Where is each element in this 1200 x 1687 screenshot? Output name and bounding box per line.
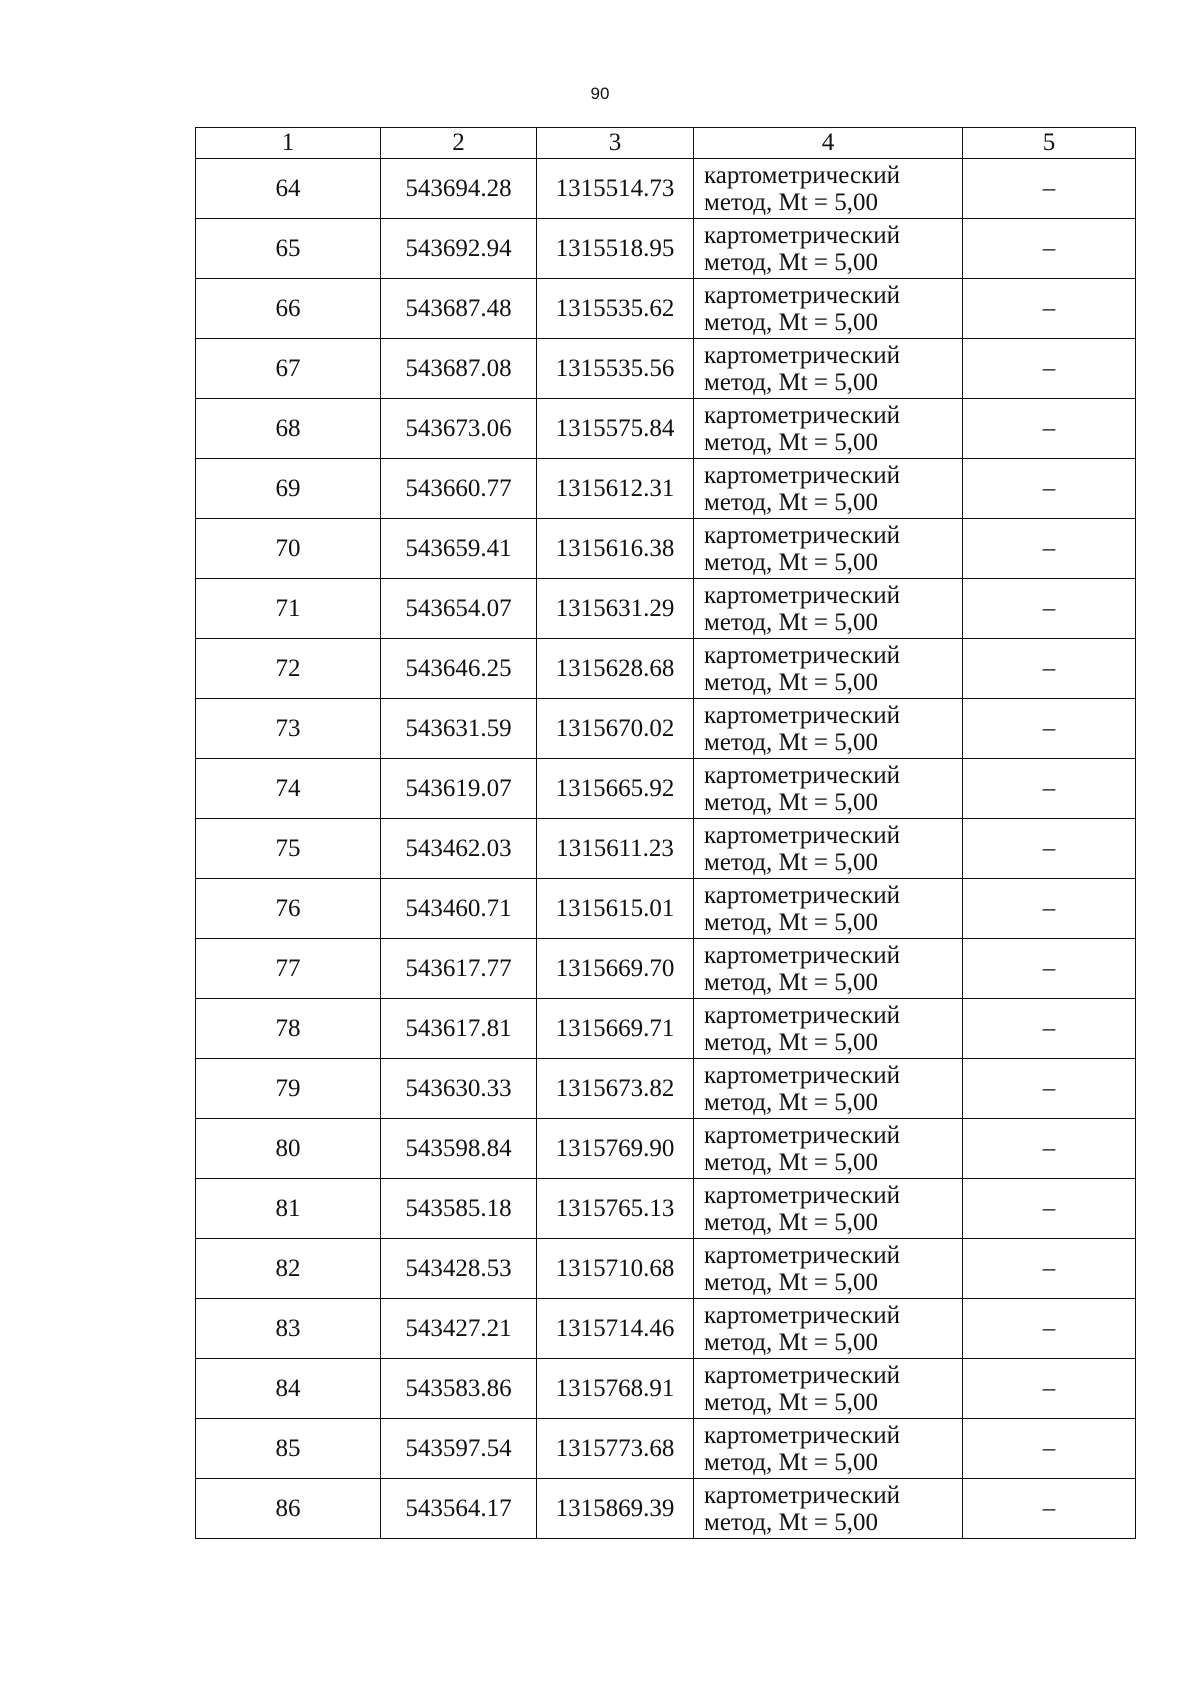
note-cell: – — [963, 939, 1136, 999]
method-line-1: картометрический — [704, 1361, 900, 1389]
table-row — [196, 1479, 1136, 1539]
method-line-2: метод, Mt = 5,00 — [704, 1028, 879, 1056]
point-number-cell: 75 — [196, 819, 381, 879]
method-line-2: метод, Mt = 5,00 — [704, 1388, 879, 1416]
y-coordinate-cell: 1315869.39 — [537, 1479, 694, 1539]
method-line-1: картометрический — [704, 521, 900, 549]
note-cell: – — [963, 159, 1136, 219]
header-col-2: 2 — [381, 128, 537, 159]
method-line-1: картометрический — [704, 401, 900, 429]
table-row — [196, 579, 1136, 639]
method-line-2: метод, Mt = 5,00 — [704, 548, 879, 576]
point-number-cell: 86 — [196, 1479, 381, 1539]
table-row — [196, 219, 1136, 279]
x-coordinate-cell: 543694.28 — [381, 159, 537, 219]
x-coordinate-cell: 543654.07 — [381, 579, 537, 639]
method-line-1: картометрический — [704, 1241, 900, 1269]
method-line-1: картометрический — [704, 581, 900, 609]
method-line-2: метод, Mt = 5,00 — [704, 668, 879, 696]
method-cell — [694, 1119, 963, 1179]
method-line-2: метод, Mt = 5,00 — [704, 728, 879, 756]
method-line-1: картометрический — [704, 281, 900, 309]
table-row — [196, 279, 1136, 339]
method-line-1: картометрический — [704, 821, 900, 849]
note-cell: – — [963, 339, 1136, 399]
point-number-cell: 68 — [196, 399, 381, 459]
table-row — [196, 459, 1136, 519]
method-line-2: метод, Mt = 5,00 — [704, 248, 879, 276]
note-cell: – — [963, 1239, 1136, 1299]
point-number-cell: 83 — [196, 1299, 381, 1359]
point-number-cell: 70 — [196, 519, 381, 579]
method-cell — [694, 819, 963, 879]
method-line-1: картометрический — [704, 1421, 900, 1449]
note-cell: – — [963, 1119, 1136, 1179]
method-line-1: картометрический — [704, 461, 900, 489]
x-coordinate-cell: 543673.06 — [381, 399, 537, 459]
method-cell — [694, 699, 963, 759]
y-coordinate-cell: 1315710.68 — [537, 1239, 694, 1299]
point-number-cell: 78 — [196, 999, 381, 1059]
x-coordinate-cell: 543428.53 — [381, 1239, 537, 1299]
x-coordinate-cell: 543583.86 — [381, 1359, 537, 1419]
point-number-cell: 81 — [196, 1179, 381, 1239]
header-row — [196, 128, 1136, 159]
method-cell — [694, 159, 963, 219]
y-coordinate-cell: 1315535.62 — [537, 279, 694, 339]
table-row — [196, 519, 1136, 579]
method-cell — [694, 1239, 963, 1299]
point-number-cell: 77 — [196, 939, 381, 999]
x-coordinate-cell: 543630.33 — [381, 1059, 537, 1119]
table-row — [196, 399, 1136, 459]
y-coordinate-cell: 1315631.29 — [537, 579, 694, 639]
method-cell — [694, 1299, 963, 1359]
x-coordinate-cell: 543659.41 — [381, 519, 537, 579]
method-line-1: картометрический — [704, 641, 900, 669]
x-coordinate-cell: 543692.94 — [381, 219, 537, 279]
method-line-2: метод, Mt = 5,00 — [704, 368, 879, 396]
x-coordinate-cell: 543427.21 — [381, 1299, 537, 1359]
y-coordinate-cell: 1315616.38 — [537, 519, 694, 579]
method-line-1: картометрический — [704, 881, 900, 909]
point-number-cell: 80 — [196, 1119, 381, 1179]
table-row — [196, 1119, 1136, 1179]
point-number-cell: 76 — [196, 879, 381, 939]
point-number-cell: 67 — [196, 339, 381, 399]
y-coordinate-cell: 1315615.01 — [537, 879, 694, 939]
note-cell: – — [963, 399, 1136, 459]
y-coordinate-cell: 1315669.70 — [537, 939, 694, 999]
page-number: 90 — [590, 84, 610, 103]
x-coordinate-cell: 543564.17 — [381, 1479, 537, 1539]
y-coordinate-cell: 1315514.73 — [537, 159, 694, 219]
y-coordinate-cell: 1315612.31 — [537, 459, 694, 519]
point-number-cell: 71 — [196, 579, 381, 639]
point-number-cell: 65 — [196, 219, 381, 279]
point-number-cell: 85 — [196, 1419, 381, 1479]
method-line-1: картометрический — [704, 341, 900, 369]
method-line-1: картометрический — [704, 941, 900, 969]
table-row — [196, 1239, 1136, 1299]
x-coordinate-cell: 543585.18 — [381, 1179, 537, 1239]
method-line-2: метод, Mt = 5,00 — [704, 308, 879, 336]
header-col-4: 4 — [694, 128, 963, 159]
x-coordinate-cell: 543660.77 — [381, 459, 537, 519]
method-cell — [694, 939, 963, 999]
method-line-2: метод, Mt = 5,00 — [704, 848, 879, 876]
note-cell: – — [963, 1359, 1136, 1419]
method-line-2: метод, Mt = 5,00 — [704, 1448, 879, 1476]
note-cell: – — [963, 1179, 1136, 1239]
table-row — [196, 1359, 1136, 1419]
method-line-1: картометрический — [704, 1121, 900, 1149]
method-cell — [694, 279, 963, 339]
table-row — [196, 1299, 1136, 1359]
method-line-2: метод, Mt = 5,00 — [704, 968, 879, 996]
table-header — [196, 128, 1136, 159]
method-line-2: метод, Mt = 5,00 — [704, 1088, 879, 1116]
method-line-2: метод, Mt = 5,00 — [704, 788, 879, 816]
method-line-1: картометрический — [704, 1061, 900, 1089]
note-cell: – — [963, 279, 1136, 339]
note-cell: – — [963, 819, 1136, 879]
point-number-cell: 74 — [196, 759, 381, 819]
method-cell — [694, 519, 963, 579]
table-row — [196, 699, 1136, 759]
note-cell: – — [963, 639, 1136, 699]
method-cell — [694, 639, 963, 699]
x-coordinate-cell: 543617.77 — [381, 939, 537, 999]
method-line-2: метод, Mt = 5,00 — [704, 188, 879, 216]
y-coordinate-cell: 1315628.68 — [537, 639, 694, 699]
y-coordinate-cell: 1315768.91 — [537, 1359, 694, 1419]
x-coordinate-cell: 543687.48 — [381, 279, 537, 339]
x-coordinate-cell: 543462.03 — [381, 819, 537, 879]
note-cell: – — [963, 1059, 1136, 1119]
point-number-cell: 73 — [196, 699, 381, 759]
method-line-2: метод, Mt = 5,00 — [704, 1148, 879, 1176]
method-cell — [694, 1419, 963, 1479]
method-cell — [694, 1179, 963, 1239]
x-coordinate-cell: 543687.08 — [381, 339, 537, 399]
y-coordinate-cell: 1315669.71 — [537, 999, 694, 1059]
method-cell — [694, 339, 963, 399]
x-coordinate-cell: 543597.54 — [381, 1419, 537, 1479]
note-cell: – — [963, 519, 1136, 579]
method-cell — [694, 399, 963, 459]
y-coordinate-cell: 1315673.82 — [537, 1059, 694, 1119]
table-row — [196, 1179, 1136, 1239]
method-line-2: метод, Mt = 5,00 — [704, 1508, 879, 1536]
method-line-2: метод, Mt = 5,00 — [704, 608, 879, 636]
point-number-cell: 84 — [196, 1359, 381, 1419]
method-cell — [694, 1059, 963, 1119]
method-line-1: картометрический — [704, 761, 900, 789]
method-line-1: картометрический — [704, 1181, 900, 1209]
table-row — [196, 1419, 1136, 1479]
method-line-2: метод, Mt = 5,00 — [704, 908, 879, 936]
table-row — [196, 999, 1136, 1059]
method-cell — [694, 219, 963, 279]
method-line-1: картометрический — [704, 1001, 900, 1029]
y-coordinate-cell: 1315611.23 — [537, 819, 694, 879]
method-line-2: метод, Mt = 5,00 — [704, 488, 879, 516]
x-coordinate-cell: 543460.71 — [381, 879, 537, 939]
method-line-1: картометрический — [704, 1481, 900, 1509]
method-cell — [694, 1479, 963, 1539]
note-cell: – — [963, 1419, 1136, 1479]
y-coordinate-cell: 1315665.92 — [537, 759, 694, 819]
note-cell: – — [963, 459, 1136, 519]
note-cell: – — [963, 1479, 1136, 1539]
x-coordinate-cell: 543619.07 — [381, 759, 537, 819]
note-cell: – — [963, 879, 1136, 939]
point-number-cell: 69 — [196, 459, 381, 519]
y-coordinate-cell: 1315769.90 — [537, 1119, 694, 1179]
table-row — [196, 819, 1136, 879]
y-coordinate-cell: 1315714.46 — [537, 1299, 694, 1359]
x-coordinate-cell: 543646.25 — [381, 639, 537, 699]
point-number-cell: 82 — [196, 1239, 381, 1299]
method-line-1: картометрический — [704, 701, 900, 729]
note-cell: – — [963, 219, 1136, 279]
point-number-cell: 72 — [196, 639, 381, 699]
table-row — [196, 759, 1136, 819]
note-cell: – — [963, 699, 1136, 759]
table-row — [196, 1059, 1136, 1119]
table-row — [196, 339, 1136, 399]
method-cell — [694, 879, 963, 939]
method-cell — [694, 1359, 963, 1419]
method-line-2: метод, Mt = 5,00 — [704, 428, 879, 456]
method-cell — [694, 579, 963, 639]
point-number-cell: 79 — [196, 1059, 381, 1119]
method-line-2: метод, Mt = 5,00 — [704, 1208, 879, 1236]
y-coordinate-cell: 1315535.56 — [537, 339, 694, 399]
y-coordinate-cell: 1315773.68 — [537, 1419, 694, 1479]
table-row — [196, 159, 1136, 219]
table-row — [196, 939, 1136, 999]
point-number-cell: 66 — [196, 279, 381, 339]
x-coordinate-cell: 543617.81 — [381, 999, 537, 1059]
header-col-3: 3 — [537, 128, 694, 159]
y-coordinate-cell: 1315670.02 — [537, 699, 694, 759]
note-cell: – — [963, 1299, 1136, 1359]
table-row — [196, 639, 1136, 699]
y-coordinate-cell: 1315518.95 — [537, 219, 694, 279]
method-line-1: картометрический — [704, 1301, 900, 1329]
header-col-1: 1 — [196, 128, 381, 159]
y-coordinate-cell: 1315765.13 — [537, 1179, 694, 1239]
method-cell — [694, 459, 963, 519]
header-col-5: 5 — [963, 128, 1136, 159]
note-cell: – — [963, 759, 1136, 819]
table-body — [196, 159, 1136, 1539]
note-cell: – — [963, 579, 1136, 639]
table-row — [196, 879, 1136, 939]
note-cell: – — [963, 999, 1136, 1059]
method-line-1: картометрический — [704, 161, 900, 189]
method-line-2: метод, Mt = 5,00 — [704, 1328, 879, 1356]
method-cell — [694, 999, 963, 1059]
point-number-cell: 64 — [196, 159, 381, 219]
method-line-1: картометрический — [704, 221, 900, 249]
x-coordinate-cell: 543598.84 — [381, 1119, 537, 1179]
x-coordinate-cell: 543631.59 — [381, 699, 537, 759]
y-coordinate-cell: 1315575.84 — [537, 399, 694, 459]
method-line-2: метод, Mt = 5,00 — [704, 1268, 879, 1296]
method-cell — [694, 759, 963, 819]
coordinates-table — [195, 127, 1136, 1539]
